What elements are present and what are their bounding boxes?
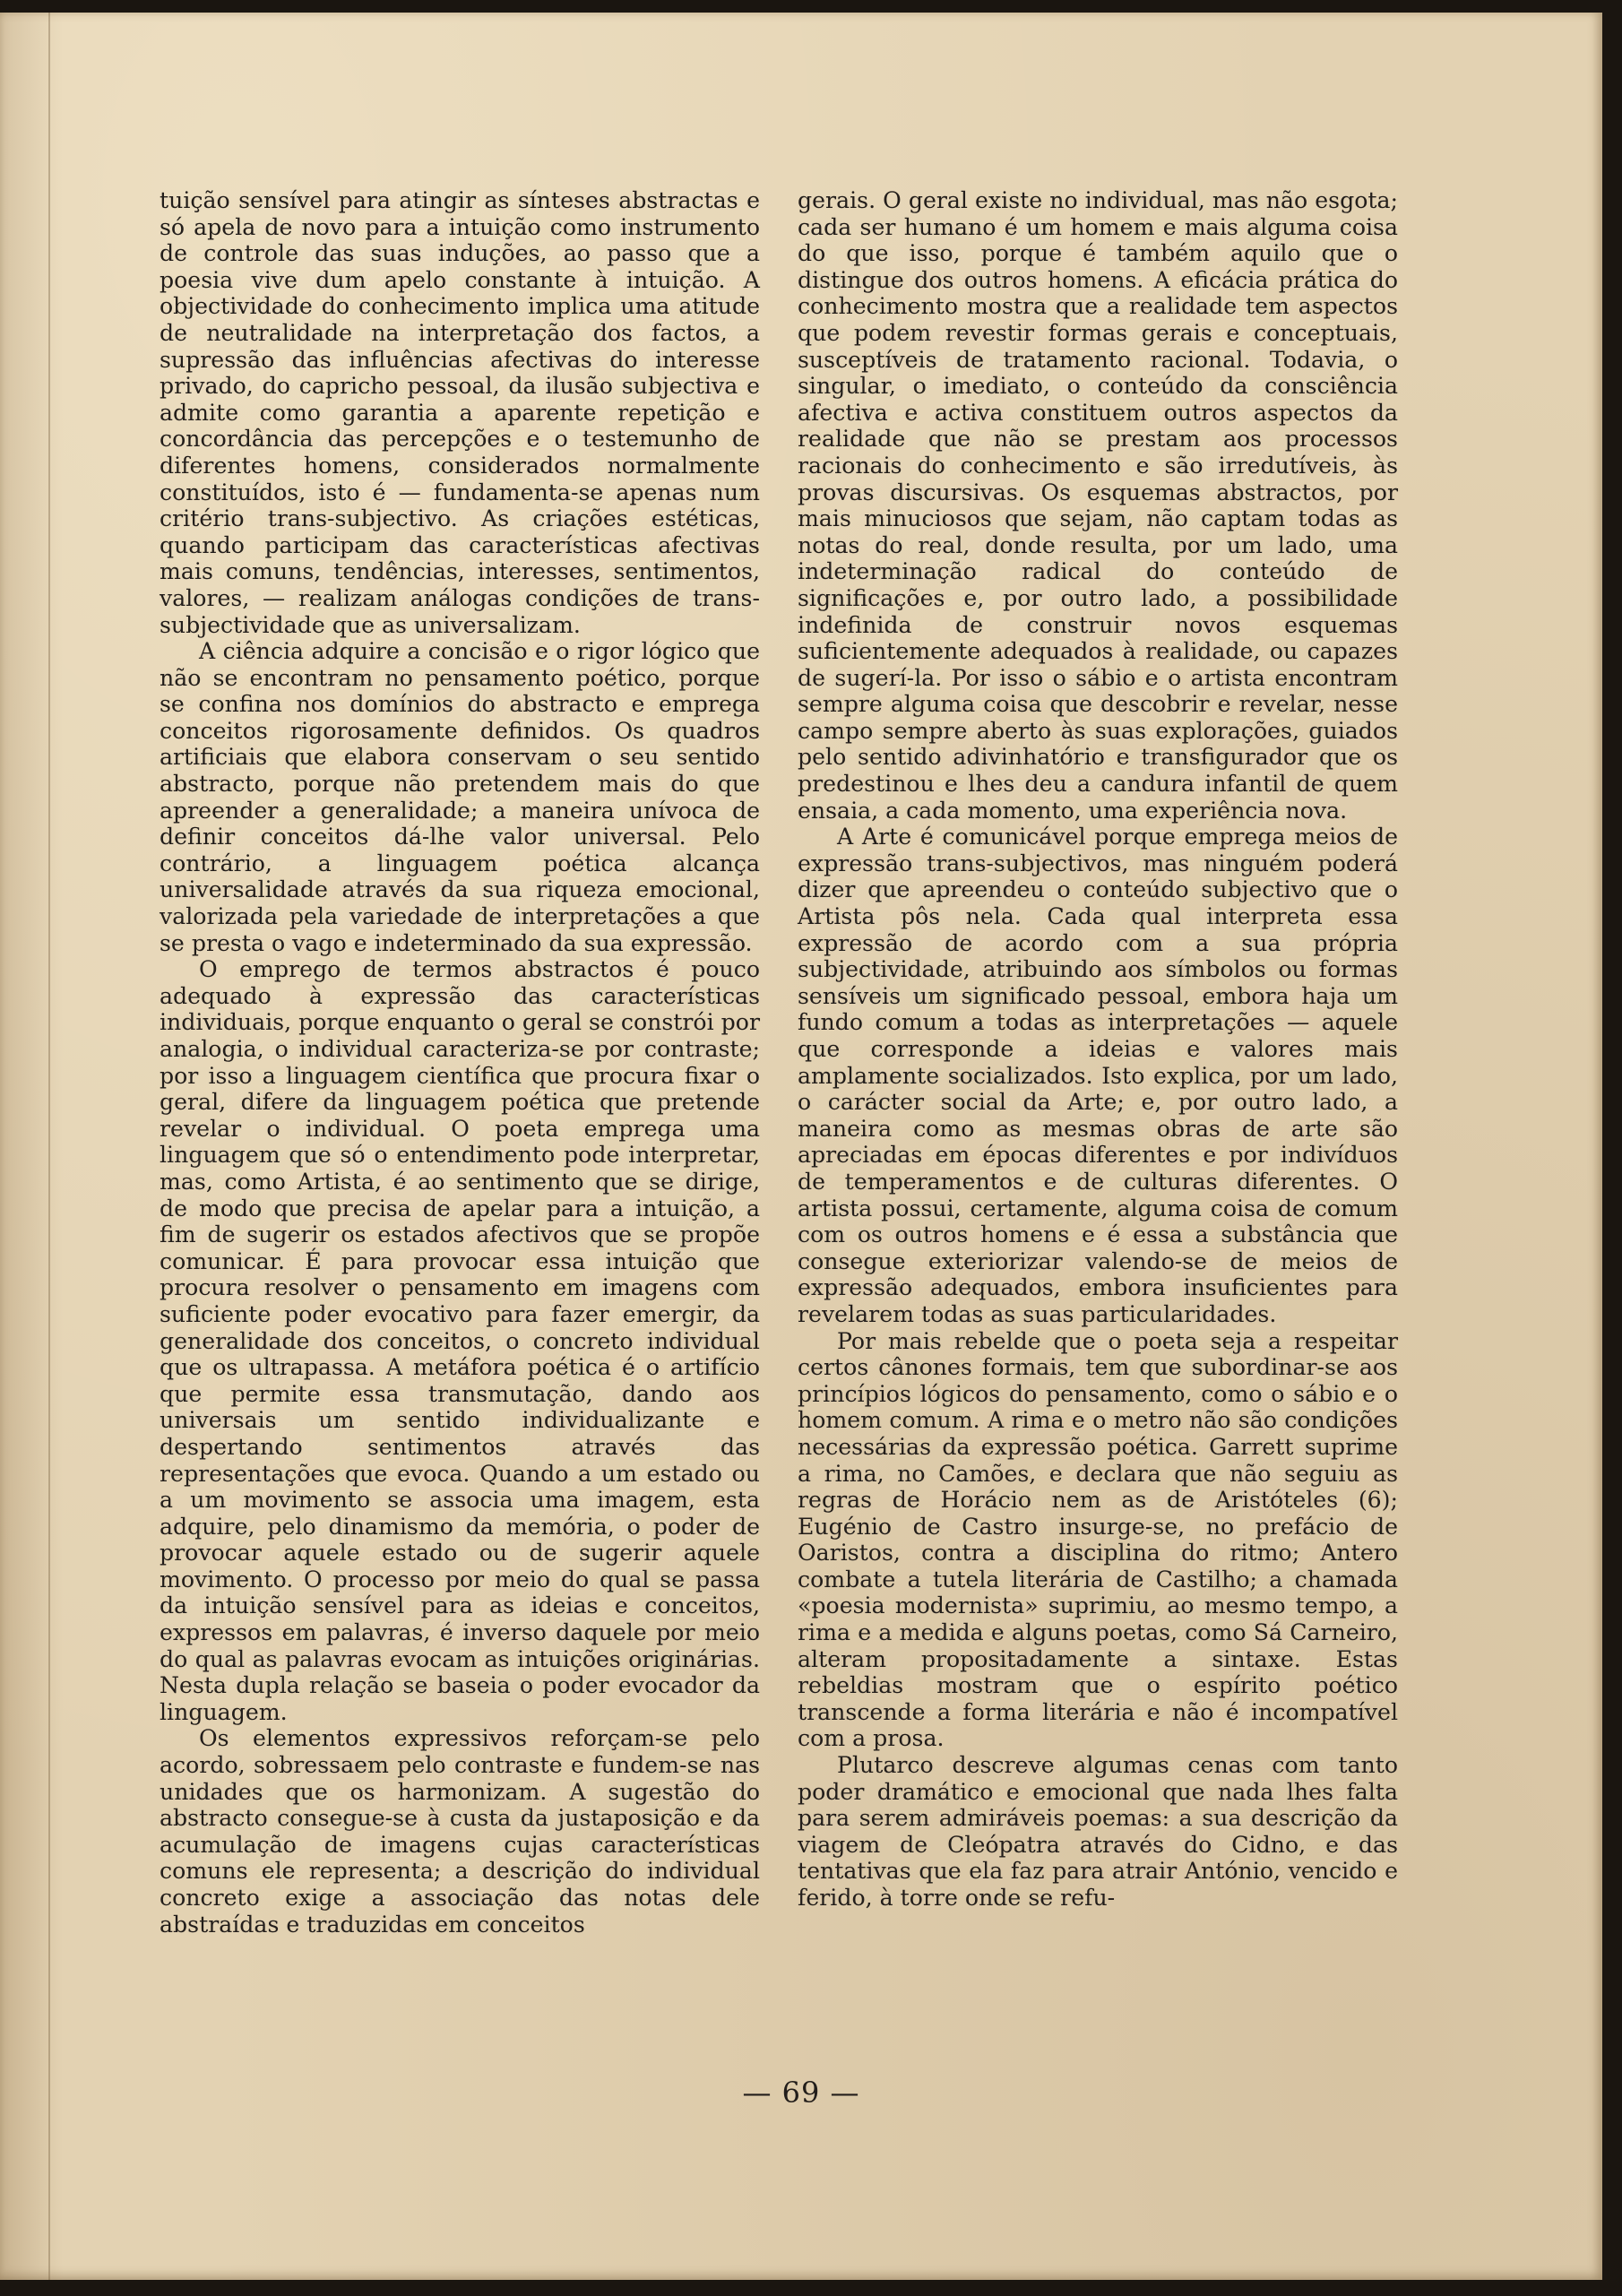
left-column bbox=[160, 187, 760, 1938]
paragraph: Os elementos expressivos reforçam-se pelo acordo, sobressaem pelo contraste e fundem-se nas unidades que os harmonizam. A sugestão do abstracto consegue-se à custa da justaposição e da acumulação de imagens cujas características comuns ele representa; a descrição do individual concreto exige a associação das notas dele abstraídas e traduzidas em conceitos bbox=[160, 1725, 760, 1938]
paragraph: Plutarco descreve algumas cenas com tanto poder dramático e emocional que nada lhes falta para serem admiráveis poemas: a sua descrição da viagem de Cleópatra através do Cidno, e das tentativas que ela faz para atrair António, vencido e ferido, à torre onde se refu- bbox=[798, 1752, 1398, 1911]
right-column bbox=[798, 187, 1398, 1912]
binding-edge bbox=[48, 13, 50, 2280]
paragraph: O emprego de termos abstractos é pouco adequado à expressão das características individuais, porque enquanto o geral se constrói por analogia, o individual caracteriza-se por contraste; por isso a linguagem científica que procura fixar o geral, difere da linguagem poética que pretende revelar o individual. O poeta emprega uma linguagem que só o entendimento pode interpretar, mas, como Artista, é ao sentimento que se dirige, de modo que precisa de apelar para a intuição, a fim de sugerir os estados afectivos que se propõe comunicar. É para provocar essa intuição que procura resolver o pensamento em imagens com suficiente poder evocativo para fazer emergir, da generalidade dos conceitos, o concreto individual que os ultrapassa. A metáfora poética é o artifício que permite essa transmutação, dando aos universais um sentido individualizante e despertando sentimentos através das representações que evoca. Quando a um estado ou a um movimento se associa uma imagem, esta adquire, pelo dinamismo da memória, o poder de provocar aquele estado ou de sugerir aquele movimento. O processo por meio do qual se passa da intuição sensível para as ideias e conceitos, expressos em palavras, é inverso daquele por meio do qual as palavras evocam as intuições originárias. Nesta dupla relação se baseia o poder evocador da linguagem. bbox=[160, 956, 760, 1725]
paragraph: A Arte é comunicável porque emprega meios de expressão trans-subjectivos, mas ninguém poderá dizer que apreendeu o conteúdo subjectivo que o Artista pôs nela. Cada qual interpreta essa expressão de acordo com a sua própria subjectividade, atribuindo aos símbolos ou formas sensíveis um significado pessoal, embora haja um fundo comum a todas as interpretações — aquele que corresponde a ideias e valores mais amplamente socializados. Isto explica, por um lado, o carácter social da Arte; e, por outro lado, a maneira como as mesmas obras de arte são apreciadas em épocas diferentes e por indivíduos de temperamentos e de culturas diferentes. O artista possui, certamente, alguma coisa de comum com os outros homens e é essa a substância que consegue exteriorizar valendo-se de meios de expressão adequados, embora insuficientes para revelarem todas as suas particularidades. bbox=[798, 824, 1398, 1327]
paragraph: A ciência adquire a concisão e o rigor lógico que não se encontram no pensamento poético, porque se confina nos domínios do abstracto e emprega conceitos rigorosamente definidos. Os quadros artificiais que elabora conservam o seu sentido abstracto, porque não pretendem mais do que apreender a generalidade; a maneira unívoca de definir conceitos dá-lhe valor universal. Pelo contrário, a linguagem poética alcança universalidade através da sua riqueza emocional, valorizada pela variedade de interpretações a que se presta o vago e indeterminado da sua expressão. bbox=[160, 638, 760, 956]
page-number: — 69 — bbox=[742, 2076, 860, 2110]
document-page bbox=[0, 13, 1602, 2280]
paragraph: gerais. O geral existe no individual, mas não esgota; cada ser humano é um homem e mais alguma coisa do que isso, porque é também aquilo que o distingue dos outros homens. A eficácia prática do conhecimento mostra que a realidade tem aspectos que podem revestir formas gerais e conceptuais, susceptíveis de tratamento racional. Todavia, o singular, o imediato, o conteúdo da consciência afectiva e activa constituem outros aspectos da realidade que não se prestam aos processos racionais do conhecimento e são irredutíveis, às provas discursivas. Os esquemas abstractos, por mais minuciosos que sejam, não captam todas as notas do real, donde resulta, por um lado, uma indeterminação radical do conteúdo de significações e, por outro lado, a possibilidade indefinida de construir novos esquemas suficientemente adequados à realidade, ou capazes de sugerí-la. Por isso o sábio e o artista encontram sempre alguma coisa que descobrir e revelar, nesse campo sempre aberto às suas explorações, guiados pelo sentido adivinhatório e transfigurador que os predestinou e lhes deu a candura infantil de quem ensaia, a cada momento, uma experiência nova. bbox=[798, 187, 1398, 824]
paragraph: Por mais rebelde que o poeta seja a respeitar certos cânones formais, tem que subordinar-se aos princípios lógicos do pensamento, como o sábio e o homem comum. A rima e o metro não são condições necessárias da expressão poética. Garrett suprime a rima, no Camões, e declara que não seguiu as regras de Horácio nem as de Aristóteles (6); Eugénio de Castro insurge-se, no prefácio de Oaristos, contra a disciplina do ritmo; Antero combate a tutela literária de Castilho; a chamada «poesia modernista» suprimiu, ao mesmo tempo, a rima e a medida e alguns poetas, como Sá Carneiro, alteram propositadamente a sintaxe. Estas rebeldias mostram que o espírito poético transcende a forma literária e não é incompatível com a prosa. bbox=[798, 1327, 1398, 1752]
paragraph: tuição sensível para atingir as sínteses abstractas e só apela de novo para a intuição como instrumento de controle das suas induções, ao passo que a poesia vive dum apelo constante à intuição. A objectividade do conhecimento implica uma atitude de neutralidade na interpretação dos factos, a supressão das influências afectivas do interesse privado, do capricho pessoal, da ilusão subjectiva e admite como garantia a aparente repetição e concordância das percepções e o testemunho de diferentes homens, considerados normalmente constituídos, isto é — fundamenta-se apenas num critério trans-subjectivo. As criações estéticas, quando participam das características afectivas mais comuns, tendências, interesses, sentimentos, valores, — realizam análogas condições de trans-subjectividade que as universalizam. bbox=[160, 187, 760, 638]
